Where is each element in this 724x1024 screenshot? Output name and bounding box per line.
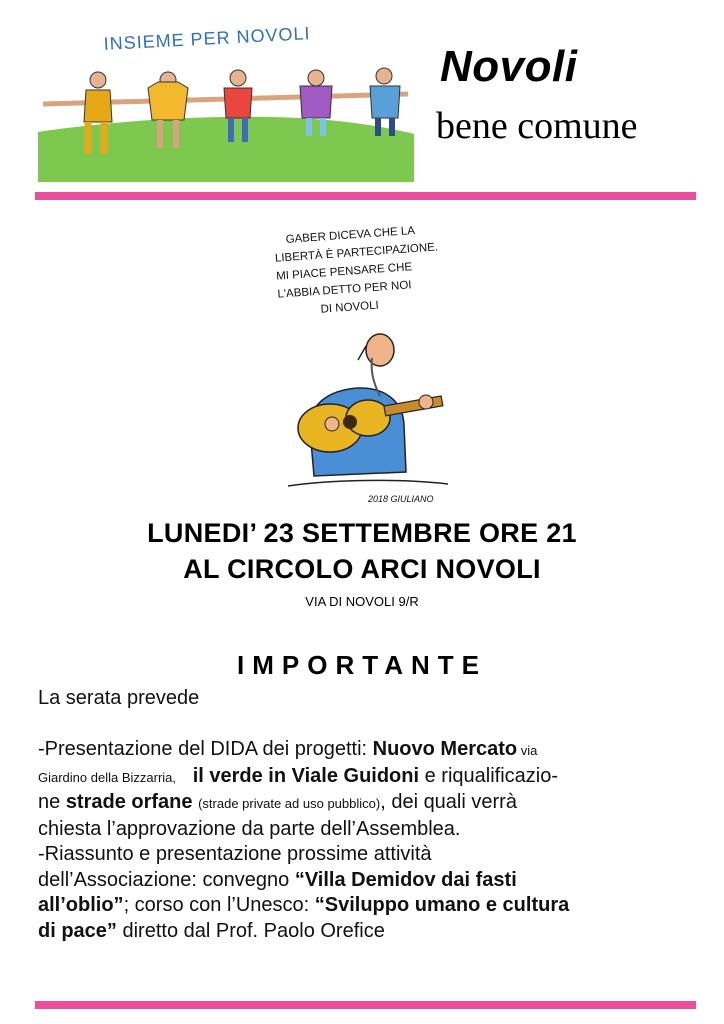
text-run: (strade private ad uso pubblico) bbox=[198, 796, 381, 811]
text-run: via bbox=[517, 743, 538, 758]
brand-title: Novoli bbox=[440, 42, 578, 91]
text-run: , dei quali verrà bbox=[380, 791, 517, 813]
cartoon-text-line: DI NOVOLI bbox=[320, 299, 380, 316]
intro-line: La serata prevede bbox=[38, 687, 200, 709]
course-title: “Sviluppo umano e cultura bbox=[314, 894, 570, 916]
top-pink-divider bbox=[35, 192, 696, 200]
cartoon-text-line: LIBERTÀ È PARTECIPAZIONE. bbox=[274, 241, 439, 265]
project-strade-orfane: strade orfane bbox=[65, 791, 193, 813]
agenda-item-presentation bbox=[38, 737, 698, 842]
agenda-item-summary bbox=[38, 842, 698, 944]
text-run: dell’Associazione: convegno bbox=[38, 868, 295, 891]
text-run: chiesta l’approvazione da parte dell’Assemblea. bbox=[38, 817, 461, 840]
text-run: diretto dal Prof. Paolo Orefice bbox=[116, 919, 385, 942]
brand-subtitle: bene comune bbox=[436, 105, 638, 147]
text-run: -Riassunto e presentazione prossime attività bbox=[38, 843, 432, 865]
important-heading: IMPORTANTE bbox=[237, 650, 487, 680]
event-place: AL CIRCOLO ARCI NOVOLI bbox=[183, 554, 541, 584]
convegno-title: “Villa Demidov dai fasti bbox=[294, 868, 517, 891]
text-run: ne bbox=[38, 791, 66, 813]
course-title-end: di pace” bbox=[38, 919, 117, 942]
cartoon-signature: 2018 GIULIANO bbox=[368, 494, 434, 504]
bottom-pink-divider bbox=[35, 1001, 696, 1009]
cartoon-text-line: GABER DICEVA CHE LA bbox=[285, 224, 416, 246]
project-verde-viale-guidoni: il verde in Viale Guidoni bbox=[192, 764, 420, 787]
event-address: VIA DI NOVOLI 9/R bbox=[305, 594, 419, 609]
illustration-caption: INSIEME PER NOVOLI bbox=[103, 23, 311, 54]
header-illustration bbox=[38, 22, 414, 182]
guitarist-cartoon bbox=[258, 210, 468, 510]
text-run: ; corso con l’Unesco: bbox=[123, 894, 315, 916]
text-run: e riqualificazio- bbox=[419, 764, 558, 787]
project-nuovo-mercato: Nuovo Mercato bbox=[372, 738, 518, 760]
convegno-title-end: all’oblio” bbox=[38, 894, 124, 916]
text-run: Giardino della Bizzarria, bbox=[38, 769, 177, 785]
body-text bbox=[38, 686, 698, 944]
event-datetime: LUNEDI’ 23 SETTEMBRE ORE 21 bbox=[147, 518, 577, 548]
cartoon-text-line: L'ABBIA DETTO PER NOI bbox=[277, 279, 412, 301]
text-run: -Presentazione del DIDA dei progetti: bbox=[38, 738, 373, 760]
cartoon-text-line: MI PIACE PENSARE CHE bbox=[275, 261, 413, 283]
